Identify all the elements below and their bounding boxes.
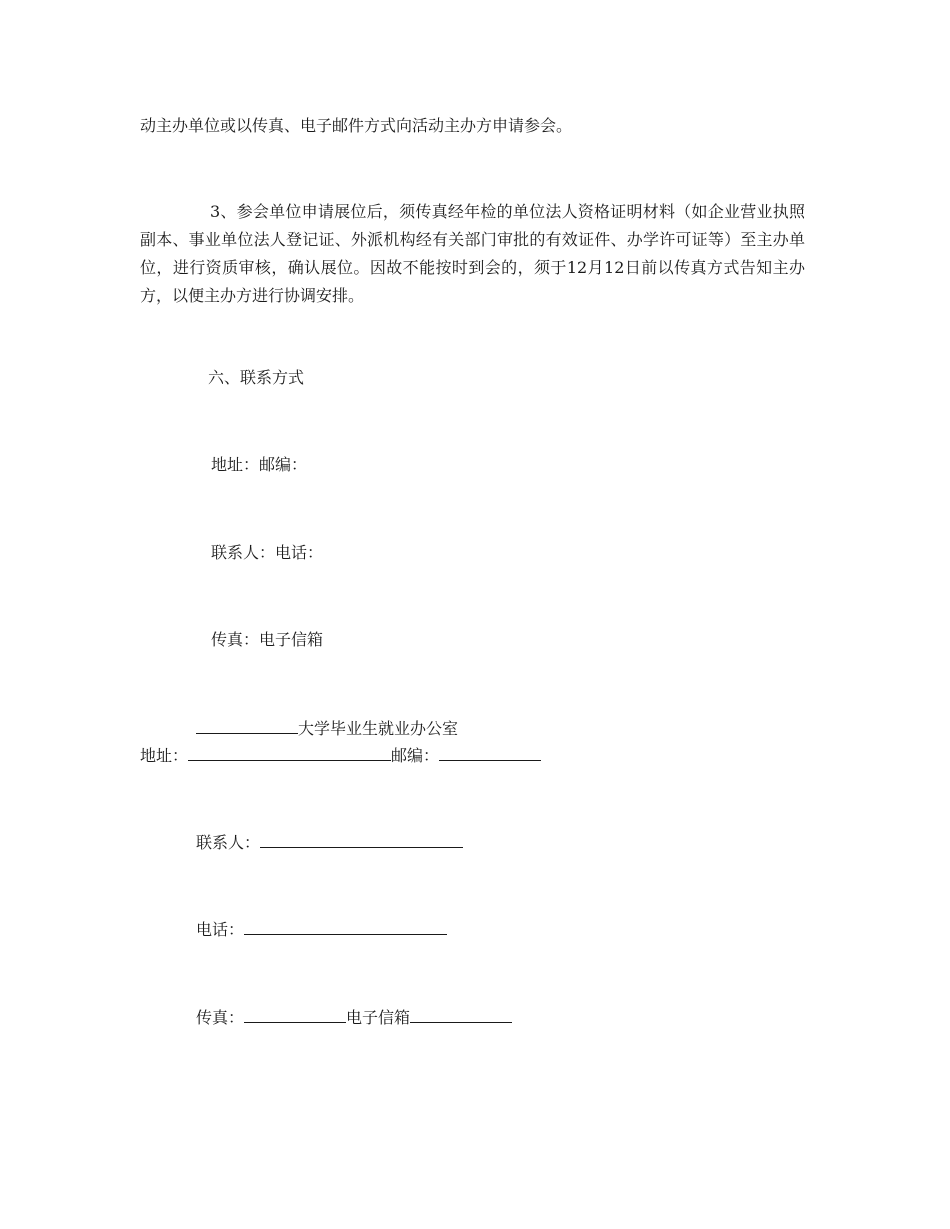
email-blank xyxy=(410,1002,512,1023)
zip-blank xyxy=(439,740,541,761)
form-fax-label: 传真： xyxy=(196,1008,245,1027)
office-line xyxy=(196,713,458,743)
fax-blank xyxy=(244,1002,346,1023)
contact-fax-email-line: 传真：电子信箱 xyxy=(211,630,324,649)
form-address-label: 地址： xyxy=(140,746,189,765)
form-zip-label: 邮编： xyxy=(391,746,440,765)
paragraph-3: 3、参会单位申请展位后，须传真经年检的单位法人资格证明材料（如企业营业执照副本、事业单位法人登记证、外派机构经有关部门审批的有效证件、办学许可证等）至主办单位，进行资质审核，确认展位。因故不能按时到会的，须于12月12日前以传真方式告知主办方，以便主办方进行协调安排。 xyxy=(140,202,805,305)
form-email-label: 电子信箱 xyxy=(346,1008,411,1027)
office-name-blank xyxy=(196,713,298,734)
office-label: 大学毕业生就业办公室 xyxy=(298,719,459,738)
form-address-line xyxy=(140,740,541,770)
form-phone-line xyxy=(196,914,447,944)
contact-blank xyxy=(260,827,463,848)
form-contact-line xyxy=(196,827,463,857)
continuation-line: 动主办单位或以传真、电子邮件方式向活动主办方申请参会。 xyxy=(140,116,573,135)
form-fax-email-line xyxy=(196,1002,512,1032)
contact-person-phone-line: 联系人：电话： xyxy=(211,543,324,562)
form-phone-label: 电话： xyxy=(196,920,245,939)
section-heading: 六、联系方式 xyxy=(208,368,305,387)
contact-address-zip-line: 地址：邮编： xyxy=(211,455,308,474)
phone-blank xyxy=(244,914,447,935)
form-contact-label: 联系人： xyxy=(196,833,261,852)
address-blank xyxy=(188,740,391,761)
